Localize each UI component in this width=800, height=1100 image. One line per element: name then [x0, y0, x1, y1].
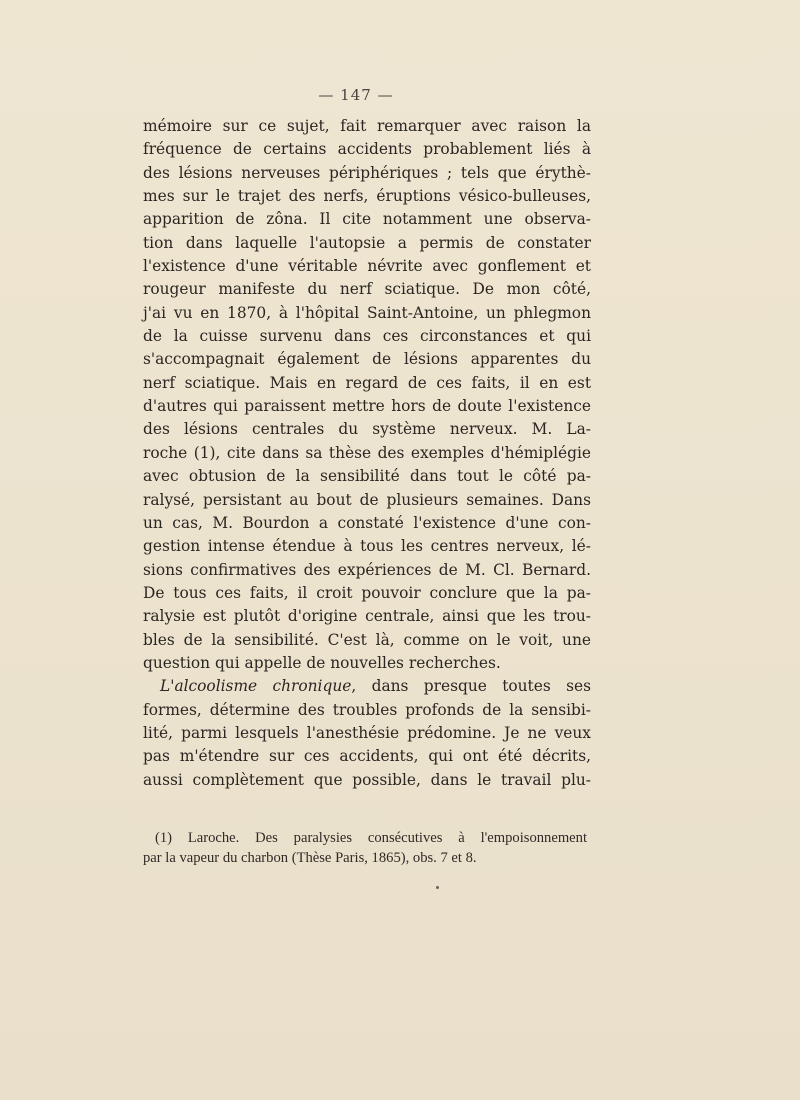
- text-line: de la cuisse survenu dans ces circonstances et qui: [143, 327, 591, 346]
- text-line: mes sur le trajet des nerfs, éruptions vésico-bulleuses,: [143, 187, 591, 206]
- text-line: ralysé, persistant au bout de plusieurs semaines. Dans: [143, 490, 591, 509]
- text-line: des lésions centrales du système nerveux. M. La-: [143, 420, 591, 439]
- text-line: gestion intense étendue à tous les centres nerveux, lé-: [143, 537, 591, 556]
- text-line: pas m'étendre sur ces accidents, qui ont été décrits,: [143, 747, 591, 766]
- page-number: — 147 —: [318, 86, 394, 104]
- text-line: apparition de zôna. Il cite notamment une observa-: [143, 210, 591, 229]
- italic-term: L'alcoolisme chronique: [160, 677, 352, 696]
- body-text: [143, 115, 591, 792]
- text-fragment: , dans presque toutes ses: [351, 677, 591, 696]
- text-line: fréquence de certains accidents probablement liés à: [143, 140, 591, 159]
- text-line: De tous ces faits, il croit pouvoir conclure que la pa-: [143, 583, 591, 602]
- text-line: des lésions nerveuses périphériques ; tels que érythè-: [143, 163, 591, 182]
- text-line: lité, parmi lesquels l'anesthésie prédomine. Je ne veux: [143, 723, 591, 742]
- text-line: question qui appelle de nouvelles recherches.: [143, 653, 501, 672]
- text-line: mémoire sur ce sujet, fait remarquer avec raison la: [143, 117, 591, 135]
- text-line: ralysie est plutôt d'origine centrale, ainsi que les trou-: [143, 607, 591, 626]
- footnote-line: (1) Laroche. Des paralysies consécutives à l'empoisonnement: [155, 830, 587, 846]
- text-line: un cas, M. Bourdon a constaté l'existence d'une con-: [143, 513, 591, 532]
- text-line: sions confirmatives des expériences de M. Cl. Bernard.: [143, 560, 591, 579]
- text-line: avec obtusion de la sensibilité dans tout le côté pa-: [143, 467, 591, 486]
- text-line: s'accompagnait également de lésions apparentes du: [143, 350, 591, 369]
- paragraph-start-line: [143, 675, 591, 698]
- text-line: roche (1), cite dans sa thèse des exemples d'hémiplégie: [143, 443, 591, 462]
- text-line: l'existence d'une véritable névrite avec gonflement et: [143, 257, 591, 276]
- text-line: j'ai vu en 1870, à l'hôpital Saint-Antoine, un phlegmon: [143, 303, 591, 322]
- text-line: rougeur manifeste du nerf sciatique. De mon côté,: [143, 280, 591, 299]
- text-line: bles de la sensibilité. C'est là, comme on le voit, une: [143, 630, 591, 649]
- text-line: formes, détermine des troubles profonds de la sensibi-: [143, 700, 591, 719]
- text-line: tion dans laquelle l'autopsie a permis de constater: [143, 233, 591, 252]
- text-line: aussi complètement que possible, dans le travail plu-: [143, 770, 591, 789]
- footnote-line: par la vapeur du charbon (Thèse Paris, 1865), obs. 7 et 8.: [143, 850, 477, 866]
- footnote: [143, 828, 587, 868]
- text-line: nerf sciatique. Mais en regard de ces faits, il en est: [143, 373, 591, 392]
- text-line: d'autres qui paraissent mettre hors de doute l'existence: [143, 397, 591, 416]
- ink-speck: [436, 886, 439, 889]
